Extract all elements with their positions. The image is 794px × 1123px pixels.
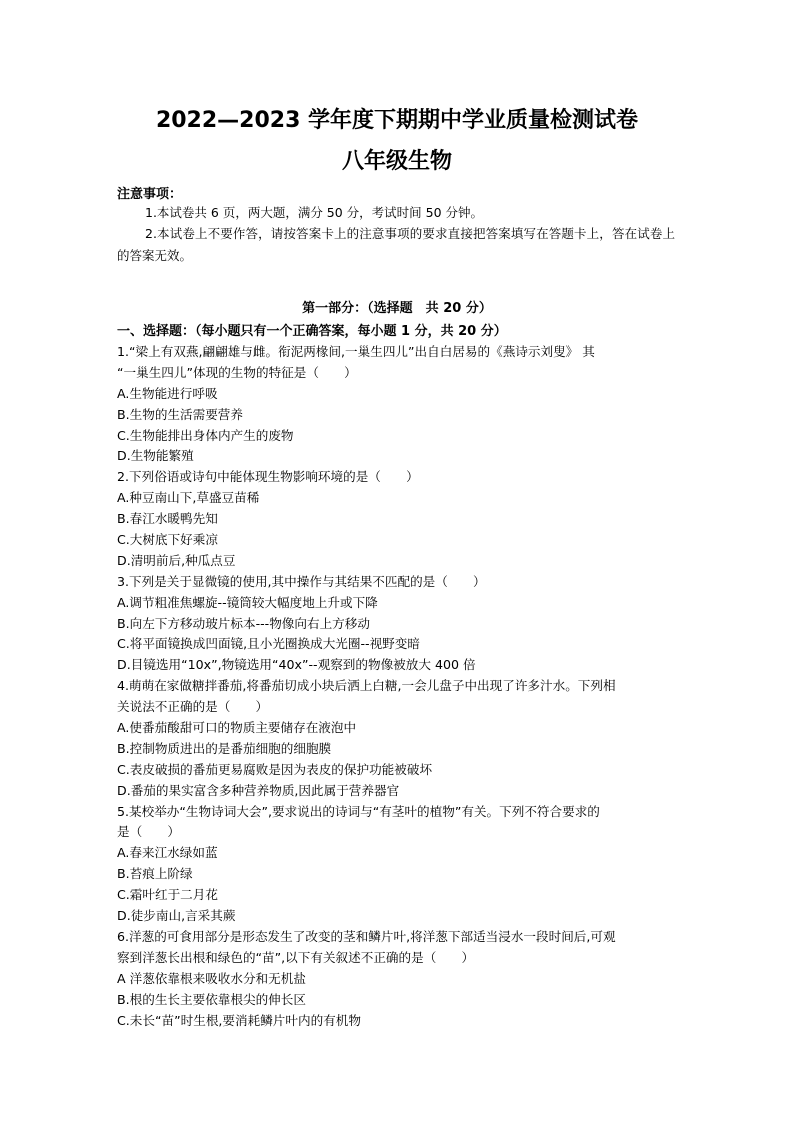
question-list — [117, 342, 683, 1031]
option-line: D.清明前后,种瓜点豆 — [117, 552, 236, 568]
question-line: 6.洋葱的可食用部分是形态发生了改变的茎和鳞片叶,将洋葱下部适当浸水一段时间后,可观 — [117, 928, 616, 944]
part-title: 第一部分：（选择题 共 20 分） — [302, 301, 492, 316]
option-line: A.春来江水绿如蓝 — [117, 845, 218, 861]
section-heading: 一、选择题：（每小题只有一个正确答案，每小题 1 分，共 20 分） — [117, 324, 507, 339]
option-line: B.春江水暖鸭先知 — [117, 511, 218, 527]
option-line: C.将平面镜换成凹面镜,且小光圈换成大光圈--视野变暗 — [117, 636, 420, 652]
option-line: D.目镜选用“10x”,物镜选用“40x”--观察到的物像被放大 400 倍 — [117, 657, 476, 673]
option-line: B.控制物质进出的是番茄细胞的细胞膜 — [117, 740, 332, 756]
question-line: 关说法不正确的是（ ） — [117, 699, 269, 715]
option-line: A.生物能进行呼吸 — [117, 385, 218, 401]
notice-item-1: 1.本试卷共 6 页，两大题，满分 50 分，考试时间 50 分钟。 — [145, 205, 484, 220]
option-line: B.生物的生活需要营养 — [117, 406, 243, 422]
notice-item-2: 2.本试卷上不要作答，请按答案卡上的注意事项的要求直接把答案填写在答题卡上，答在试卷上的答案无效。 — [117, 226, 675, 263]
question-line: 1.“梁上有双燕,翩翩雄与雌。衔泥两椽间,一巢生四儿”出自白居易的《燕诗示刘叟》 其 — [117, 344, 595, 359]
option-line: C.未长“苗”时生根,要消耗鳞片叶内的有机物 — [117, 1012, 361, 1028]
option-line: D.生物能繁殖 — [117, 448, 194, 464]
exam-title: 2022—2023 学年度下期期中学业质量检测试卷 — [155, 108, 639, 133]
question-line: 2.下列俗语或诗句中能体现生物影响环境的是（ ） — [117, 469, 419, 485]
option-line: C.霜叶红于二月花 — [117, 887, 218, 903]
option-line: D.徒步南山,言采其蕨 — [117, 908, 236, 924]
exam-subject: 八年级生物 — [341, 149, 452, 174]
question-line: 5.某校举办“生物诗词大会”,要求说出的诗词与“有茎叶的植物”有关。下列不符合要求的 — [117, 803, 600, 819]
option-line: C.生物能排出身体内产生的废物 — [117, 427, 294, 443]
option-line: B.苔痕上阶绿 — [117, 866, 193, 882]
option-line: B.根的生长主要依靠根尖的伸长区 — [117, 991, 306, 1007]
option-line: A.使番茄酸甜可口的物质主要储存在液泡中 — [117, 720, 357, 736]
option-line: D.番茄的果实富含多种营养物质,因此属于营养器官 — [117, 782, 400, 798]
option-line: A.种豆南山下,草盛豆苗稀 — [117, 490, 260, 506]
question-line: 4.萌萌在家做糖拌番茄,将番茄切成小块后洒上白糖,一会儿盘子中出现了许多汁水。下列相 — [117, 678, 616, 694]
option-line: B.向左下方移动玻片标本---物像向右上方移动 — [117, 615, 370, 631]
question-line: 察到洋葱长出根和绿色的“苗”,以下有关叙述不正确的是（ ） — [117, 949, 475, 965]
option-line: A.调节粗准焦螺旋--镜筒较大幅度地上升或下降 — [117, 594, 378, 610]
question-line: 是（ ） — [117, 824, 180, 840]
option-line: C.表皮破损的番茄更易腐败是因为表皮的保护功能被破坏 — [117, 761, 433, 777]
option-line: A 洋葱依靠根来吸收水分和无机盐 — [117, 970, 306, 986]
option-line: C.大树底下好乘凉 — [117, 532, 218, 548]
notice-heading: 注意事项： — [117, 187, 183, 202]
question-line: “一巢生四儿”体现的生物的特征是（ ） — [117, 364, 357, 380]
question-line: 3.下列是关于显微镜的使用,其中操作与其结果不匹配的是（ ） — [117, 573, 486, 589]
